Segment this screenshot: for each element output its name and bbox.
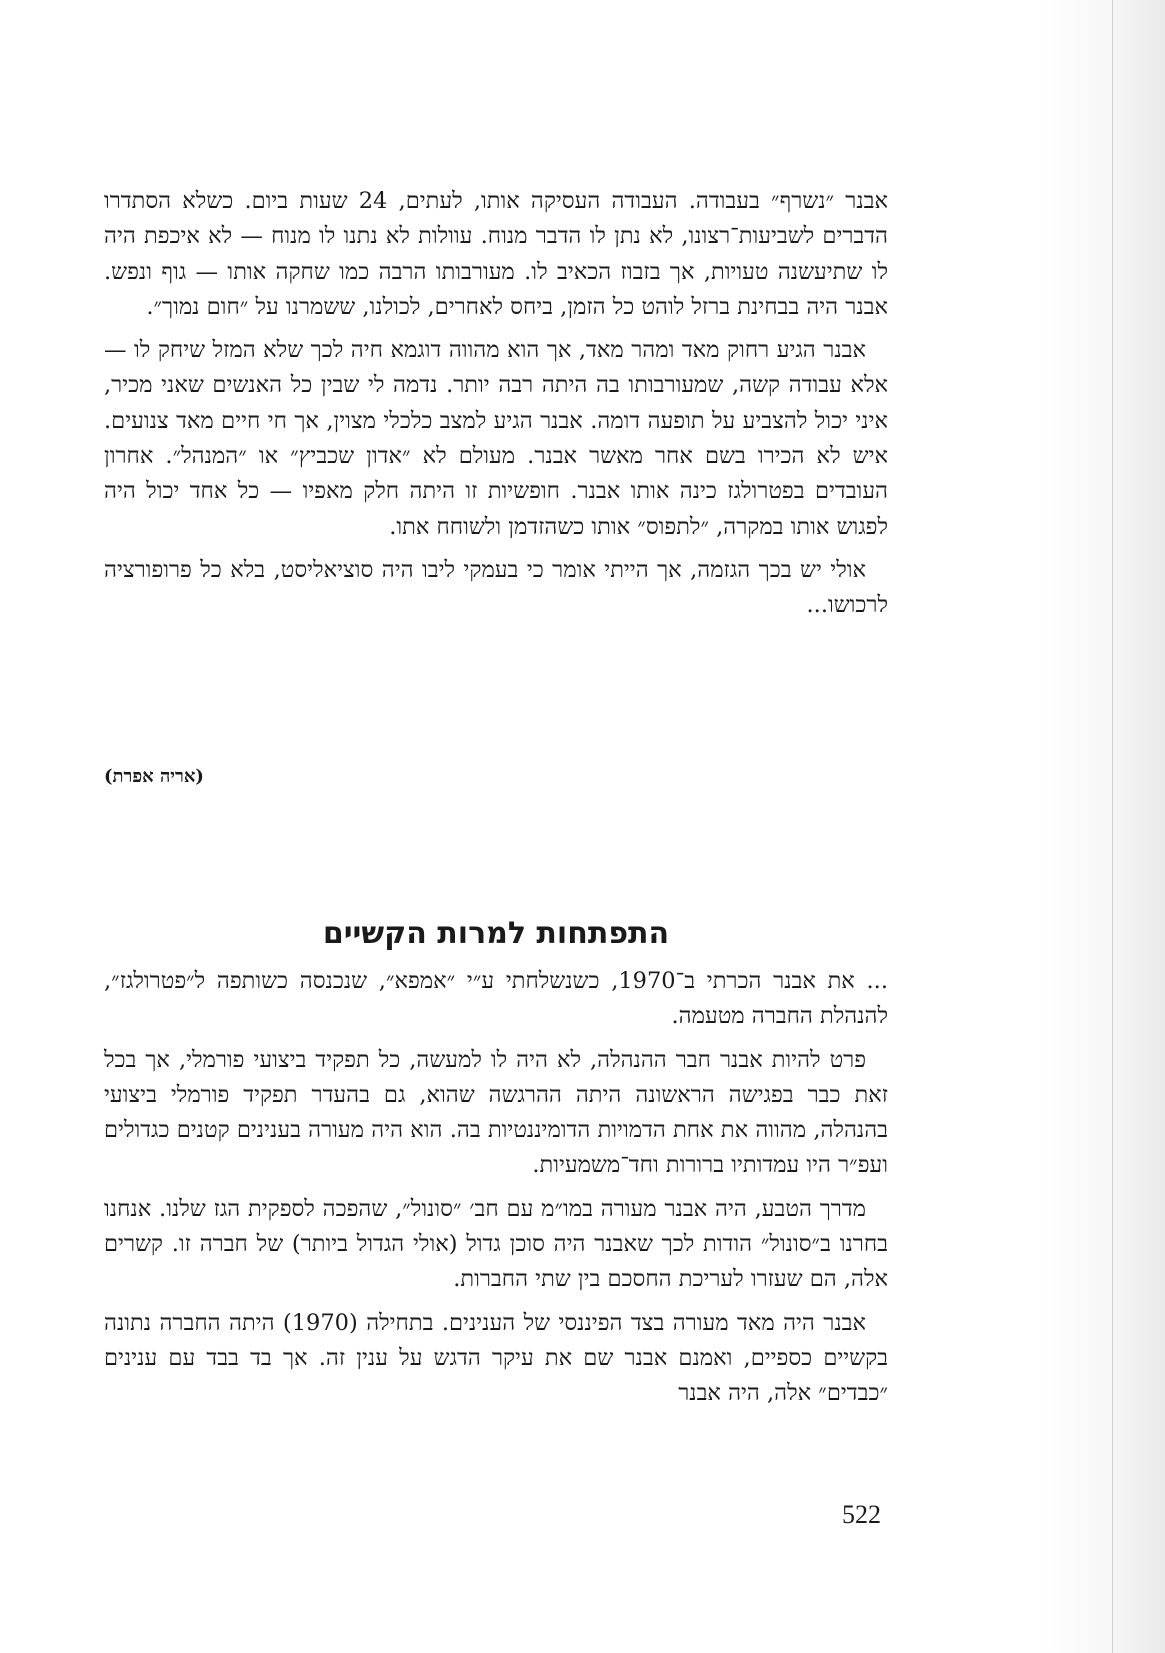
paragraph: אבנר היה מאד מעורה בצד הפיננסי של הענינים. בתחילה (1970) היתה החברה נתונה בקשיים כספיים, ואמנם אבנר שם את עיקר הדגש על ענין זה. אך בד בבד עם ענינים ״כבדים״ אלה, היה אבנר [104,1309,888,1407]
paragraph: ... את אבנר הכרתי ב־1970, כשנשלחתי ע״י ״אמפא״, שנכנסה כשותפה ל״פטרולגז״, להנהלת החברה מטעמה. [104,968,888,1030]
section-heading: התפתחות למרות הקשיים [322,916,670,951]
paragraph: אבנר ״נשרף״ בעבודה. העבודה העסיקה אותו, לעתים, 24 שעות ביום. כשלא הסתדרו הדברים לשביעות־רצונו, לא נתן לו הדבר מנוח. עוולות לא נתנו לו מנוח — לא איכפת היה לו שתיעשנה טעויות, אך בזבוז הכאיב לו. מעורבותו הרבה כמו שחקה אותו — גוף ונפש. אבנר היה בבחינת ברזל לוהט כל הזמן, ביחס לאחרים, לכולנו, ששמרנו על ״חום נמוך״. [104,188,888,320]
paragraph: אבנר הגיע רחוק מאד ומהר מאד, אך הוא מהווה דוגמא חיה לכך שלא המזל שיחק לו — אלא עבודה קשה, שמעורבותו בה היתה רבה יותר. נדמה לי שבין כל האנשים שאני מכיר, איני יכול להצביע על תופעה דומה. אבנר הגיע למצב כלכלי מצוין, אך חי חיים מאד צנועים. איש לא הכירו בשם אחר מאשר אבנר. מעולם לא ״אדון שכביץ״ או ״המנהל״. אחרון העובדים בפטרולגז כינה אותו אבנר. חופשיות זו היתה חלק מאפיו — כל אחד יכול היה לפגוש אותו במקרה, ״לתפוס״ אותו כשהזדמן ולשוחח אתו. [104,337,888,540]
paragraph: אולי יש בכך הגזמה, אך הייתי אומר כי בעמקי ליבו היה סוציאליסט, בלא כל פרופורציה לרכושו... [104,556,888,619]
bottom-text-block [104,964,888,1412]
top-text-block [104,184,888,624]
page-number: 522 [842,1500,881,1529]
paragraph: פרט להיות אבנר חבר ההנהלה, לא היה לו למעשה, כל תפקיד ביצועי פורמלי, אך בכל זאת כבר בפגישה הראשונה היתה ההרגשה שהוא, גם בהעדר תפקיד פורמלי ביצועי בהנהלה, מהווה את אחת הדמויות הדומיננטיות בה. הוא היה מעורה בענינים קטנים כגדולים ועפ״ר היו עמדותיו ברורות וחד־משמעיות. [104,1046,888,1179]
paragraph: מדרך הטבע, היה אבנר מעורה במו״מ עם חב׳ ״סונול״, שהפכה לספקית הגז שלנו. אנחנו בחרנו ב״סונול״ הודות לכך שאבנר היה סוכן גדול (אולי הגדול ביותר) של חברה זו. קשרים אלה, הם שעזרו לעריכת החסכם בין שתי החברות. [104,1195,888,1293]
page-edge-shadow [1040,0,1165,1653]
author-credit: (אריה אפרת) [104,766,204,787]
